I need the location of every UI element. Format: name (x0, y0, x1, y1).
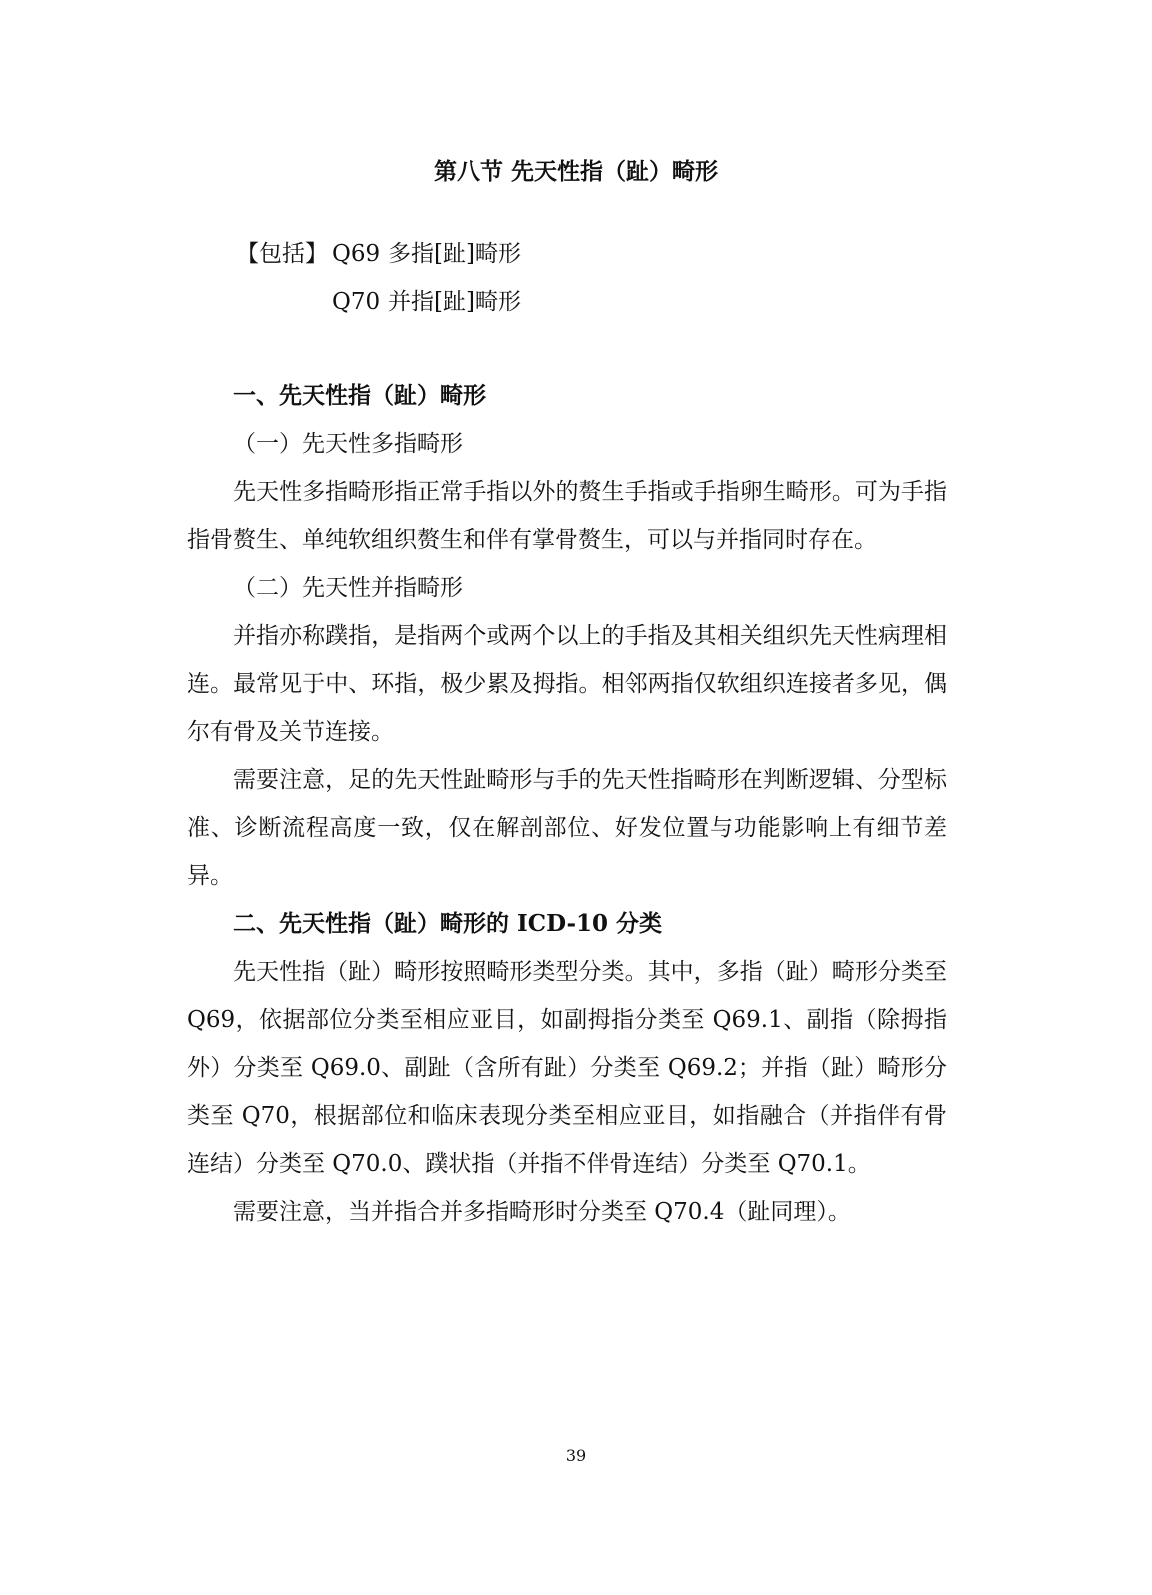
section-title: 第八节 先天性指（趾）畸形 (433, 158, 718, 185)
paragraph-icd-classification: 先天性指（趾）畸形按照畸形类型分类。其中，多指（趾）畸形分类至 Q69，依据部位分类至相应亚目，如副拇指分类至 Q69.1、副指（除拇指外）分类至 Q69.0、副趾（含所有趾）分类至 Q69.2；并指（趾）畸形分类至 Q70，根据部位和临床表现分类至相应亚目，如指融合（并指伴有骨连结）分类至 Q70.0、蹼状指（并指不伴骨连结）分类至 Q70.1。 (187, 959, 947, 1177)
subheading-2: （二）先天性并指畸形 (233, 575, 463, 601)
subheading-1: （一）先天性多指畸形 (233, 431, 463, 457)
include-name: 多指[趾]畸形 (388, 241, 521, 267)
include-code: Q70 (332, 289, 381, 315)
paragraph-syndactyly: 并指亦称蹼指，是指两个或两个以上的手指及其相关组织先天性病理相连。最常见于中、环指，极少累及拇指。相邻两指仅软组织连接者多见，偶尔有骨及关节连接。 (187, 623, 947, 745)
include-name: 并指[趾]畸形 (388, 289, 521, 315)
includes-block (236, 230, 521, 326)
page-number: 39 (565, 1446, 587, 1465)
include-row (236, 230, 521, 278)
include-code: Q69 (332, 241, 381, 267)
include-row (236, 278, 521, 326)
paragraph-note-q70-4: 需要注意，当并指合并多指畸形时分类至 Q70.4（趾同理）。 (233, 1199, 851, 1225)
heading-1: 一、先天性指（趾）畸形 (233, 382, 486, 409)
paragraph-polydactyly: 先天性多指畸形指正常手指以外的赘生手指或手指卵生畸形。可为手指指骨赘生、单纯软组织赘生和伴有掌骨赘生，可以与并指同时存在。 (187, 479, 947, 553)
paragraph-note-toes: 需要注意，足的先天性趾畸形与手的先天性指畸形在判断逻辑、分型标准、诊断流程高度一致，仅在解剖部位、好发位置与功能影响上有细节差异。 (187, 767, 947, 889)
heading-2: 二、先天性指（趾）畸形的 ICD-10 分类 (233, 910, 663, 937)
include-label: 【包括】 (236, 241, 328, 267)
body-text (187, 372, 947, 1236)
